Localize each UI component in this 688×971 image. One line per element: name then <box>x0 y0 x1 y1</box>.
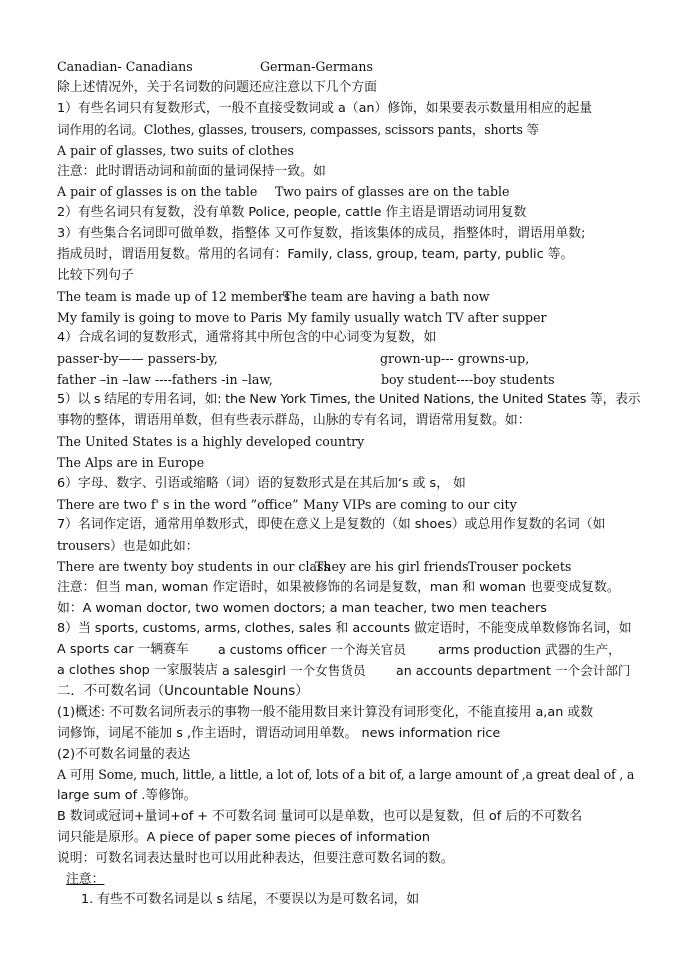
text-line: 词作用的名词。Clothes, glasses, trousers, compasses, scissors pants，shorts 等 <box>57 122 539 137</box>
text-line: (1)概述: 不可数名词所表示的事物一般不能用数目来计算没有词形变化，不能直接用 a,an 或数 <box>57 705 593 720</box>
text-line: arms production 武器的生产， <box>438 642 621 657</box>
text-line: Two pairs of glasses are on the table <box>275 184 510 199</box>
text-line: 比较下列句子 <box>57 268 134 283</box>
text-line: 指成员时，谓语用复数。常用的名词有：Family, class, group, team, party, public 等。 <box>57 247 574 262</box>
text-line: They are his girl friends <box>315 559 469 574</box>
text-line: (2)不可数名词量的表达 <box>57 747 191 762</box>
text-line: 8）当 sports, customs, arms, clothes, sales 和 accounts 做定语时，不能变成单数修饰名词，如 <box>57 621 632 636</box>
text-line: The United States is a highly developed country <box>57 434 365 449</box>
text-line: The team are having a bath now <box>283 289 490 304</box>
text-line: father –in –law ----fathers -in –law, <box>57 372 273 387</box>
text-line: Canadian- Canadians <box>57 59 193 74</box>
text-line: There are twenty boy students in our class <box>57 559 330 574</box>
text-line: 4）合成名词的复数形式，通常将其中所包含的中心词变为复数，如 <box>57 330 437 345</box>
text-line: an accounts department 一个会计部门 <box>396 663 631 678</box>
text-line: 2）有些名词只有复数，没有单数 Police, people, cattle 作主语是谓语动词用复数 <box>57 205 527 220</box>
text-line: 如：A woman doctor, two women doctors; a man teacher, two men teachers <box>57 601 547 616</box>
text-line: A 可用 Some, much, little, a little, a lot of, lots of a bit of, a large amount of ,a great deal of , a <box>57 767 635 782</box>
text-line: A pair of glasses, two suits of clothes <box>57 143 294 158</box>
text-line: Trouser pockets <box>468 559 572 574</box>
text-line: A pair of glasses is on the table <box>57 184 258 199</box>
text-line: a customs officer 一个海关官员 <box>218 642 406 657</box>
text-line: B 数词或冠词+量词+of + 不可数名词 量词可以是单数，也可以是复数，但 of 后的不可数名 <box>57 809 583 824</box>
text-line: 词只能是原形。A piece of paper some pieces of information <box>57 830 430 845</box>
text-line: 注意：此时谓语动词和前面的量词保持一致。如 <box>57 164 326 179</box>
text-line: boy student----boy students <box>381 372 555 387</box>
text-line: a clothes shop 一家服装店 <box>57 663 218 678</box>
text-line: 事物的整体，谓语用单数，但有些表示群岛，山脉的专有名词，谓语常用复数。如： <box>57 413 531 428</box>
text-line: German-Germans <box>260 59 373 74</box>
text-line: grown-up--- growns-up, <box>380 351 530 366</box>
text-line: a salesgirl 一个女售货员 <box>222 663 366 678</box>
section-heading: 二．不可数名词（Uncountable Nouns） <box>57 684 309 699</box>
text-line: 注意：但当 man, woman 作定语时，如果被修饰的名词是复数，man 和 woman 也要变成复数。 <box>57 580 620 595</box>
text-line: 7）名词作定语，通常用单数形式，即使在意义上是复数的（如 shoes）或总用作复数的名词（如 <box>57 517 606 532</box>
text-line: My family usually watch TV after supper <box>287 310 547 325</box>
text-line: A sports car 一辆赛车 <box>57 642 189 657</box>
note-label: 注意： <box>66 872 105 887</box>
text-line: 除上述情况外，关于名词数的问题还应注意以下几个方面 <box>57 80 377 95</box>
text-line: passer-by—— passers-by, <box>57 351 218 366</box>
text-line: The team is made up of 12 members <box>57 289 291 304</box>
text-line: The Alps are in Europe <box>57 455 205 470</box>
text-line: 1）有些名词只有复数形式，一般不直接受数词或 a（an）修饰，如果要表示数量用相应的起量 <box>57 101 593 116</box>
text-line: Many VIPs are coming to our city <box>303 497 517 512</box>
list-item: 1. 有些不可数名词是以 s 结尾，不要误以为是可数名词，如 <box>81 892 420 907</box>
text-line: large sum of .等修饰。 <box>57 788 197 803</box>
text-line: 词修饰，词尾不能加 s ,作主语时，谓语动词用单数。 news information rice <box>57 726 501 741</box>
text-line: My family is going to move to Paris <box>57 310 282 325</box>
text-line: 6）字母、数字、引语或缩略（词）语的复数形式是在其后加‘s 或 s， 如 <box>57 476 466 491</box>
text-line: 5）以 s 结尾的专用名词，如: the New York Times, the United Nations, the United States 等，表示 <box>57 392 641 407</box>
text-line: There are two f' s in the word ”office” <box>57 497 299 512</box>
text-line: trousers）也是如此如： <box>57 538 199 553</box>
text-line: 说明：可数名词表达量时也可以用此种表达，但要注意可数名词的数。 <box>57 851 454 866</box>
text-line: 3）有些集合名词即可做单数，指整体 又可作复数，指该集体的成员，指整体时，谓语用单数; <box>57 226 586 241</box>
